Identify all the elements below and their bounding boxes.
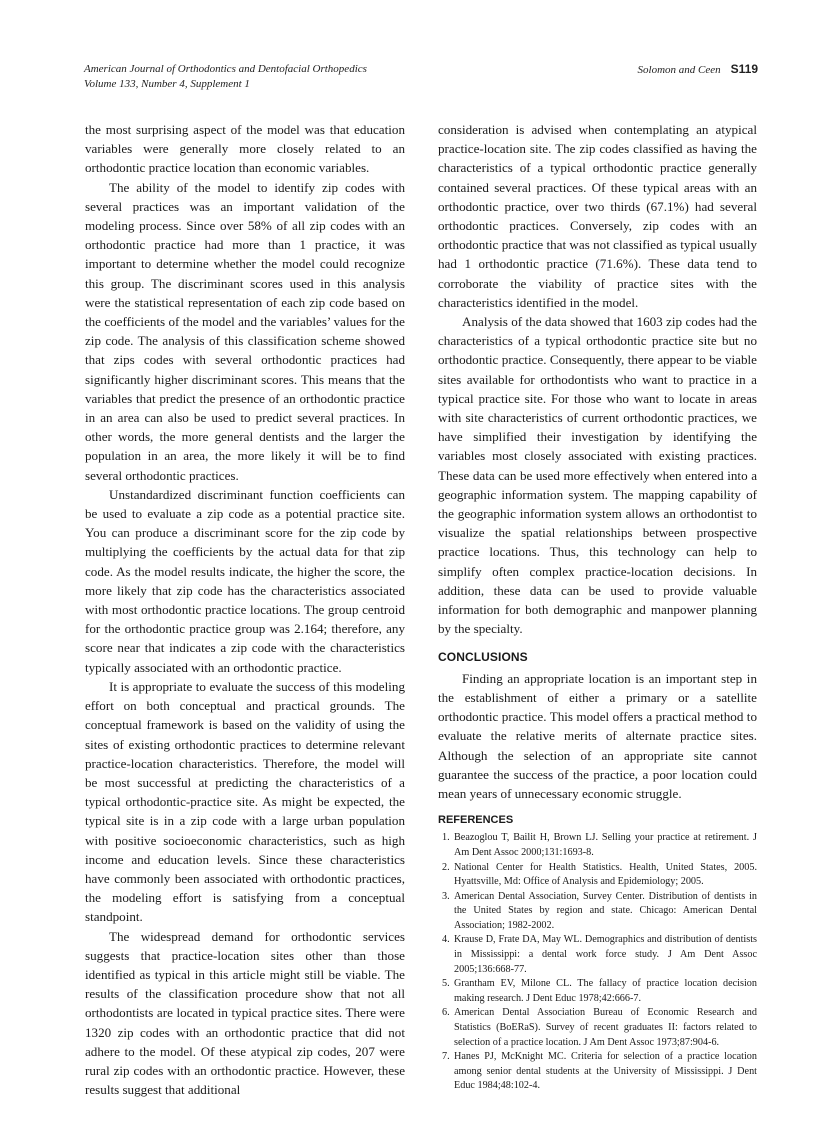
right-column xyxy=(438,120,757,1094)
reference-number: 3. xyxy=(442,890,450,902)
running-authors: Solomon and Ceen xyxy=(637,64,721,76)
reference-text: Krause D, Frate DA, May WL. Demographics and distribution of dentists in Mississippi: a dental work force study. J Am Dent Assoc 2005;136:668-77. xyxy=(454,934,757,975)
reference-item xyxy=(438,977,757,1006)
reference-number: 7. xyxy=(442,1051,450,1063)
references-heading: REFERENCES xyxy=(438,814,514,827)
reference-number: 2. xyxy=(442,861,450,873)
body-paragraph: The widespread demand for orthodontic services suggests that practice-location sites other than those identified as typical in this article might still be viable. The results of the classification procedure show that not all orthodontists are located in typical practice sites. There were 1320 zip codes with an orthodontic practice that did not adhere to the model. Of these atypical zip codes, 207 were rural zip codes with an orthodontic practice. However, these results suggest that additional xyxy=(85,928,405,1098)
reference-number: 6. xyxy=(442,1007,450,1019)
reference-text: Hanes PJ, McKnight MC. Criteria for selection of a practice location among senior dental students at the University of Mississippi. J Dent Educ 1984;48:102-4. xyxy=(454,1051,757,1092)
reference-text: American Dental Association, Survey Center. Distribution of dentists in the United States by region and state. Chicago: American Dental Association; 1982-2002. xyxy=(454,890,757,931)
reference-text: National Center for Health Statistics. Health, United States, 2005. Hyattsville, Md: Office of Analysis and Epidemiology; 2005. xyxy=(454,861,757,888)
reference-text: American Dental Association Bureau of Economic Research and Statistics (BoERaS). Survey of recent graduates II: factors related to selection of a practice location. J Am Dent Assoc 1973;87:904-6. xyxy=(454,1007,757,1048)
reference-number: 5. xyxy=(442,978,450,990)
journal-title: American Journal of Orthodontics and Dentofacial Orthopedics xyxy=(84,63,367,75)
reference-list xyxy=(438,831,757,1094)
reference-item xyxy=(438,890,757,934)
reference-number: 1. xyxy=(442,832,450,844)
body-paragraph: The ability of the model to identify zip codes with several practices was an important validation of the modeling process. Since over 58% of all zip codes with an orthodontic practice had more than 1 practice, it was important to determine whether the model could recognize this group. The discriminant scores used in this analysis were the statistical representation of each zip code based on the coefficients of the model and the variables’ values for the zip code. The analysis of this classification scheme showed that zips codes with several orthodontic practices had significantly higher discriminant scores. This means that the variables that predict the presence of an orthodontic practice in an area can also be used to predict several practices. In other words, the more general dentists and the larger the population in an area, the more likely it will be to find several orthodontic practices. xyxy=(85,179,405,483)
left-column xyxy=(85,120,405,1099)
body-paragraph: Analysis of the data showed that 1603 zip codes had the characteristics of a typical orthodontic practice site but no orthodontic practice. Consequently, there appear to be viable sites available for orthodontists who want to practice in a typical practice site. For those who want to locate in areas with site characteristics of current orthodontic practices, we have simplified their investigation by identifying the variables most closely associated with existing practices. These data can be used more effectively when entered into a geographic information system. The mapping capability of the geographic information system allows an orthodontist to visualize the spatial relationships between prospective practice locations. Thus, this technology can help to simplify often complex practice-location decisions. In addition, these data can be used to provide valuable information for both demographic and manpower planning by the specialty. xyxy=(438,314,757,637)
reference-item xyxy=(438,861,757,890)
conclusions-heading: CONCLUSIONS xyxy=(438,650,528,665)
reference-text: Grantham EV, Milone CL. The fallacy of practice location decision making research. J Dent Educ 1978;42:666-7. xyxy=(454,978,757,1004)
reference-item xyxy=(438,1006,757,1050)
reference-text: Beazoglou T, Bailit H, Brown LJ. Selling your practice at retirement. J Am Dent Assoc 2000;131:1693-8. xyxy=(454,832,757,858)
author-page-info xyxy=(638,62,758,78)
reference-number: 4. xyxy=(442,934,450,946)
reference-item xyxy=(438,831,757,860)
reference-item xyxy=(438,933,757,977)
journal-volume: Volume 133, Number 4, Supplement 1 xyxy=(84,78,250,90)
reference-item xyxy=(438,1050,757,1094)
body-paragraph: It is appropriate to evaluate the success of this modeling effort on both conceptual and practical grounds. The conceptual framework is based on the validity of using the sites of existing orthodontic practices to determine relevant practice-location characteristics. Therefore, the model will be most successful at predicting the characteristics of a typical orthodontic-practice site. As might be expected, the typical site is in a zip code with a large urban population with positive socioeconomic characteristics, such as high income and education levels. Since these characteristics have commonly been associated with orthodontic practices, the modeling effort is satisfying from a conceptual standpoint. xyxy=(85,678,405,925)
conclusions-paragraph: Finding an appropriate location is an important step in the establishment of either a primary or a satellite orthodontic practice. This model offers a practical method to evaluate the relative merits of alternate practice sites. Although the selection of an appropriate site cannot guarantee the success of the practice, a poor location could mean years of unnecessary economic struggle. xyxy=(438,670,757,801)
body-paragraph: consideration is advised when contemplating an atypical practice-location site. The zip codes classified as having the characteristics of a typical orthodontic practice generally contained several practices. Of these typical areas with an orthodontic practice, over two thirds (67.1%) had several orthodontic practices. Conversely, zip codes with an orthodontic practice that was not classified as typical usually had 1 orthodontic practice (71.6%). These data tend to corroborate the viability of practice sites with the characteristics identified in the model. xyxy=(438,122,757,310)
page-number: S119 xyxy=(730,62,758,76)
journal-info xyxy=(84,62,504,92)
body-paragraph: Unstandardized discriminant function coefficients can be used to evaluate a zip code as a potential practice site. You can produce a discriminant score for the zip code by multiplying the coefficients by the actual data for that zip code. As the model results indicate, the higher the score, the more likely that zip code has the characteristics associated with most orthodontic practice locations. The group centroid for the orthodontic practice group was 2.164; therefore, any score near that indicates a zip code with the characteristics typically associated with an orthodontic practice. xyxy=(85,486,405,675)
body-paragraph: the most surprising aspect of the model was that education variables were generally more closely related to an orthodontic practice location than economic variables. xyxy=(85,122,405,176)
